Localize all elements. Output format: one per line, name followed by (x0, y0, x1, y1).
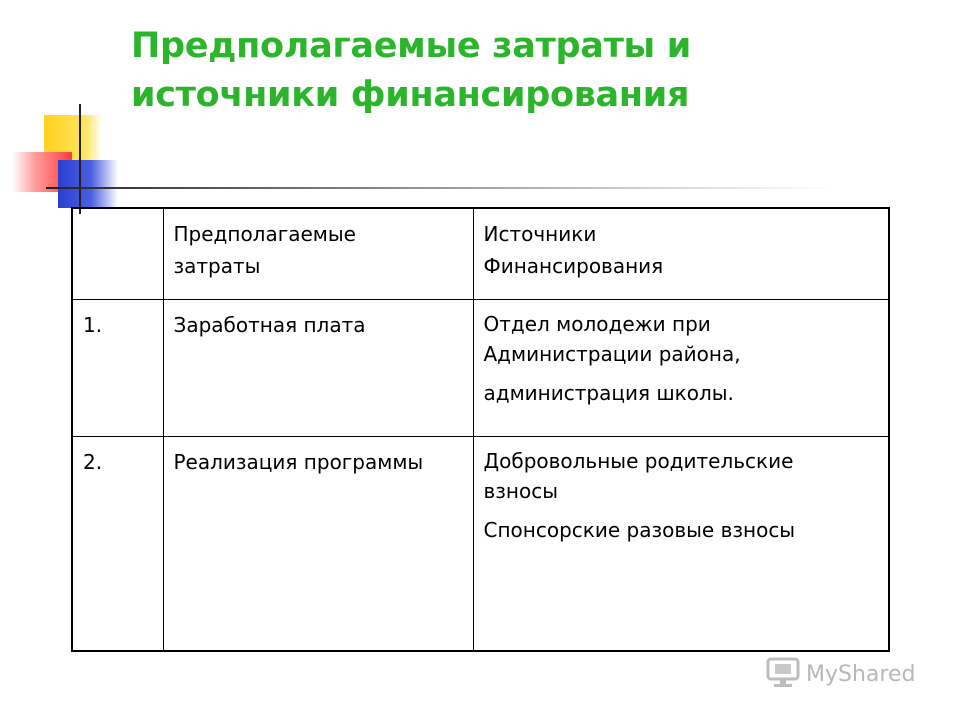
row-source-line: взносы (483, 478, 559, 503)
row-source-line: Администрации района, (483, 341, 741, 366)
header-sources-line-1: Источники (483, 222, 597, 246)
slide-title-line-1: Предполагаемые затраты и (131, 26, 692, 66)
header-costs-line-2: затраты (173, 254, 261, 278)
row-cost-cell: Заработная плата (163, 299, 473, 436)
header-costs-line-1: Предполагаемые (173, 222, 356, 246)
decor-horizontal-line (46, 187, 836, 189)
watermark-text: MyShared (806, 661, 916, 687)
row-source-cell (473, 299, 889, 436)
decor-blue-square (58, 160, 118, 208)
decor-vertical-line (79, 104, 81, 214)
row-source-cell (473, 436, 889, 651)
row-source-line: Спонсорские разовые взносы (483, 517, 796, 542)
slide-title-line-2: источники финансирования (131, 75, 690, 115)
table-row (72, 299, 889, 436)
watermark (766, 656, 915, 692)
header-num-cell (72, 208, 163, 299)
row-num-cell: 1. (72, 299, 163, 436)
row-source-line: Отдел молодежи при (483, 311, 711, 336)
row-cost-cell: Реализация программы (163, 436, 473, 651)
cost-table (71, 207, 890, 652)
table-header-row (72, 208, 889, 299)
table-row (72, 436, 889, 651)
header-costs-cell (163, 208, 473, 299)
row-num-cell: 2. (72, 436, 163, 651)
header-sources-line-2: Финансирования (483, 254, 664, 278)
row-source-line: Добровольные родительские (483, 448, 794, 473)
header-sources-cell (473, 208, 889, 299)
myshared-logo-icon (766, 656, 800, 692)
row-source-line: администрация школы. (483, 380, 734, 405)
slide-title (131, 22, 931, 120)
